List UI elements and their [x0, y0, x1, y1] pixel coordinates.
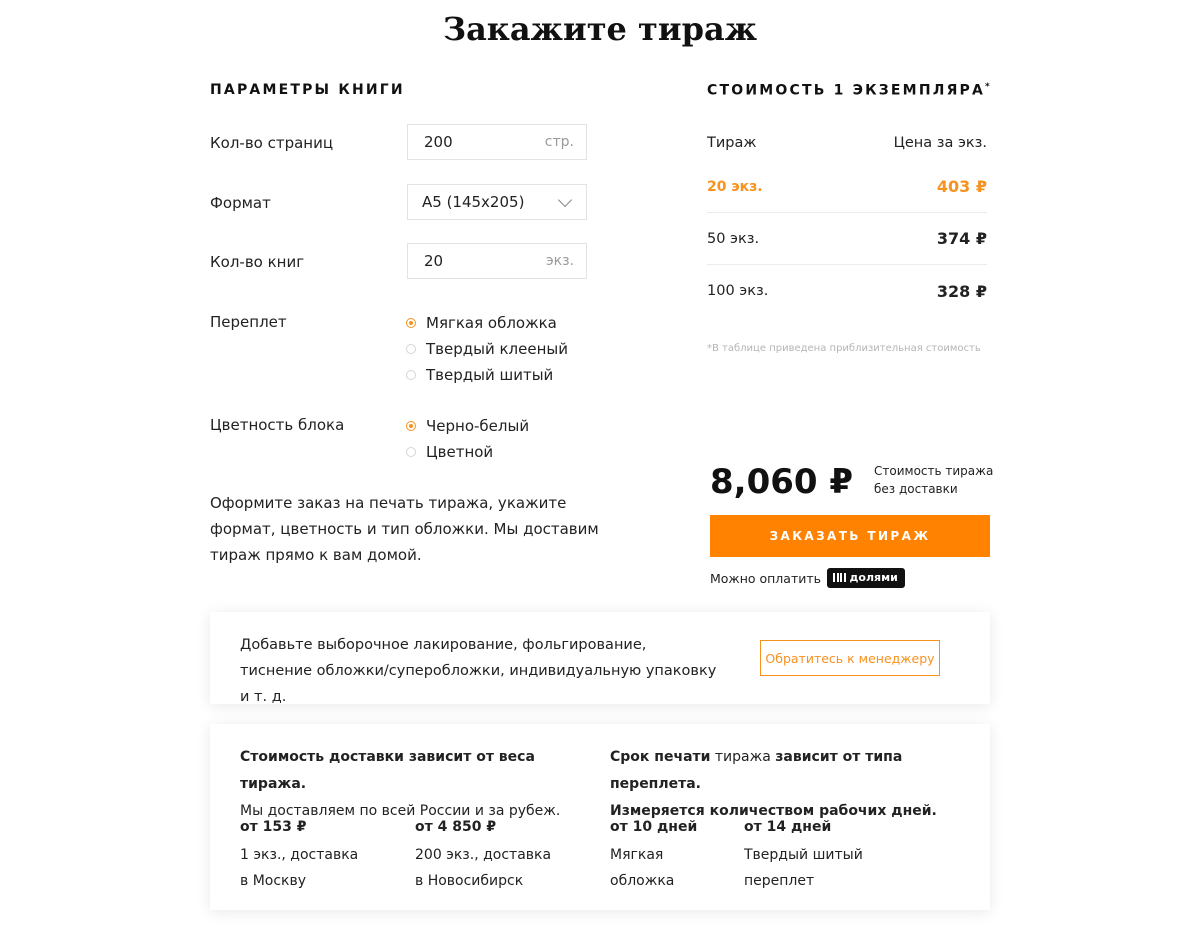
installment-text: Можно оплатить: [710, 570, 822, 586]
binding-radio-group: [406, 310, 568, 388]
radio-unchecked-icon: [406, 370, 416, 380]
price-row[interactable]: [707, 161, 987, 213]
params-heading: ПАРАМЕТРЫ КНИГИ: [210, 82, 405, 98]
col-run-header: Тираж: [707, 135, 757, 151]
books-label: Кол-во книг: [210, 253, 305, 271]
stat-line: обложка: [610, 873, 675, 889]
color-option-label: Черно-белый: [426, 417, 530, 435]
pages-label: Кол-во страниц: [210, 134, 334, 152]
pages-unit: стр.: [544, 134, 574, 150]
price-row[interactable]: [707, 213, 987, 265]
stat-item: [744, 814, 863, 894]
info-card: [210, 724, 990, 910]
dolyami-logo-icon: [833, 573, 846, 582]
print-subtitle: Измеряется количеством рабочих дней.: [610, 803, 937, 819]
stat-line: переплет: [744, 873, 815, 889]
extras-card: [210, 612, 990, 704]
stat-item: [240, 814, 358, 894]
binding-option-hard-glued[interactable]: [406, 336, 568, 362]
color-label: Цветность блока: [210, 416, 345, 434]
price-row-qty: 20 экз.: [707, 178, 763, 195]
stat-line: Мягкая: [610, 847, 664, 863]
price-row-price: 374 ₽: [936, 229, 987, 248]
color-radio-group: [406, 413, 529, 465]
binding-option-soft[interactable]: [406, 310, 568, 336]
pages-input[interactable]: [407, 124, 587, 160]
col-price-header: Цена за экз.: [893, 135, 987, 151]
print-title-part: Срок печати: [610, 749, 711, 765]
stat-line: 1 экз., доставка: [240, 847, 359, 863]
format-select[interactable]: [407, 184, 587, 220]
radio-unchecked-icon: [406, 344, 416, 354]
stat-value: от 153 ₽: [240, 819, 307, 835]
format-label: Формат: [210, 194, 271, 212]
delivery-subtitle: Мы доставляем по всей России и за рубеж.: [240, 803, 561, 819]
dolyami-badge[interactable]: [827, 568, 905, 588]
radio-checked-icon: [406, 318, 416, 328]
pages-value: 200: [424, 133, 453, 151]
total-note-line: без доставки: [874, 482, 958, 496]
cost-heading-mark: *: [985, 82, 990, 92]
binding-option-hard-sewn[interactable]: [406, 362, 568, 388]
price-table: [707, 125, 987, 317]
print-title-part: тиража: [710, 749, 776, 765]
chevron-down-icon: [558, 192, 572, 206]
price-row-qty: 100 экз.: [707, 283, 769, 299]
books-unit: экз.: [545, 253, 574, 269]
format-value: А5 (145x205): [422, 193, 525, 211]
total-note: [874, 462, 993, 498]
books-value: 20: [424, 252, 444, 270]
stat-item: [610, 814, 697, 894]
order-description: Оформите заказ на печать тиража, укажите формат, цветность и тип обложки. Мы доставим тираж прямо к вам домой.: [210, 494, 599, 564]
stat-line: в Новосибирск: [415, 873, 524, 889]
cost-heading: [707, 82, 990, 99]
total-note-line: Стоимость тиража: [874, 464, 994, 478]
print-title-part: зависит от типа переплета.: [610, 749, 903, 792]
binding-option-label: Мягкая обложка: [426, 314, 557, 332]
color-option-label: Цветной: [426, 443, 494, 461]
stat-line: в Москву: [240, 873, 307, 889]
stat-line: Твердый шитый: [744, 847, 863, 863]
books-input[interactable]: [407, 243, 587, 279]
binding-label: Переплет: [210, 313, 287, 331]
price-row-price: 403 ₽: [936, 177, 987, 196]
stat-value: от 14 дней: [744, 819, 832, 835]
installment-line: [710, 568, 905, 588]
binding-option-label: Твердый шитый: [426, 366, 554, 384]
page-title: Закажите тираж: [442, 10, 757, 48]
binding-option-label: Твердый клееный: [426, 340, 568, 358]
radio-unchecked-icon: [406, 447, 416, 457]
radio-checked-icon: [406, 421, 416, 431]
stat-value: от 4 850 ₽: [415, 819, 497, 835]
color-option-bw[interactable]: [406, 413, 529, 439]
print-time-info: [610, 744, 980, 825]
total-price: 8,060 ₽: [710, 462, 854, 502]
contact-manager-button[interactable]: Обратитесь к менеджеру: [760, 640, 940, 676]
dolyami-badge-label: долями: [849, 571, 898, 584]
price-table-note: *В таблице приведена приблизительная стоимость: [707, 343, 981, 354]
price-row[interactable]: [707, 265, 987, 317]
delivery-info: [240, 744, 600, 825]
stat-line: 200 экз., доставка: [415, 847, 552, 863]
delivery-title: Стоимость доставки зависит от веса тиража.: [240, 749, 535, 792]
price-table-header: [707, 125, 987, 161]
price-row-qty: 50 экз.: [707, 230, 760, 247]
cost-heading-text: СТОИМОСТЬ 1 ЭКЗЕМПЛЯРА: [707, 82, 986, 99]
color-option-color[interactable]: [406, 439, 529, 465]
price-row-price: 328 ₽: [936, 281, 987, 301]
extras-text: Добавьте выборочное лакирование, фольгирование, тиснение обложки/суперобложки, индивидуальную упаковку и т. д.: [240, 637, 717, 705]
stat-value: от 10 дней: [610, 819, 698, 835]
order-print-run-button[interactable]: ЗАКАЗАТЬ ТИРАЖ: [710, 515, 990, 557]
stat-item: [415, 814, 551, 894]
